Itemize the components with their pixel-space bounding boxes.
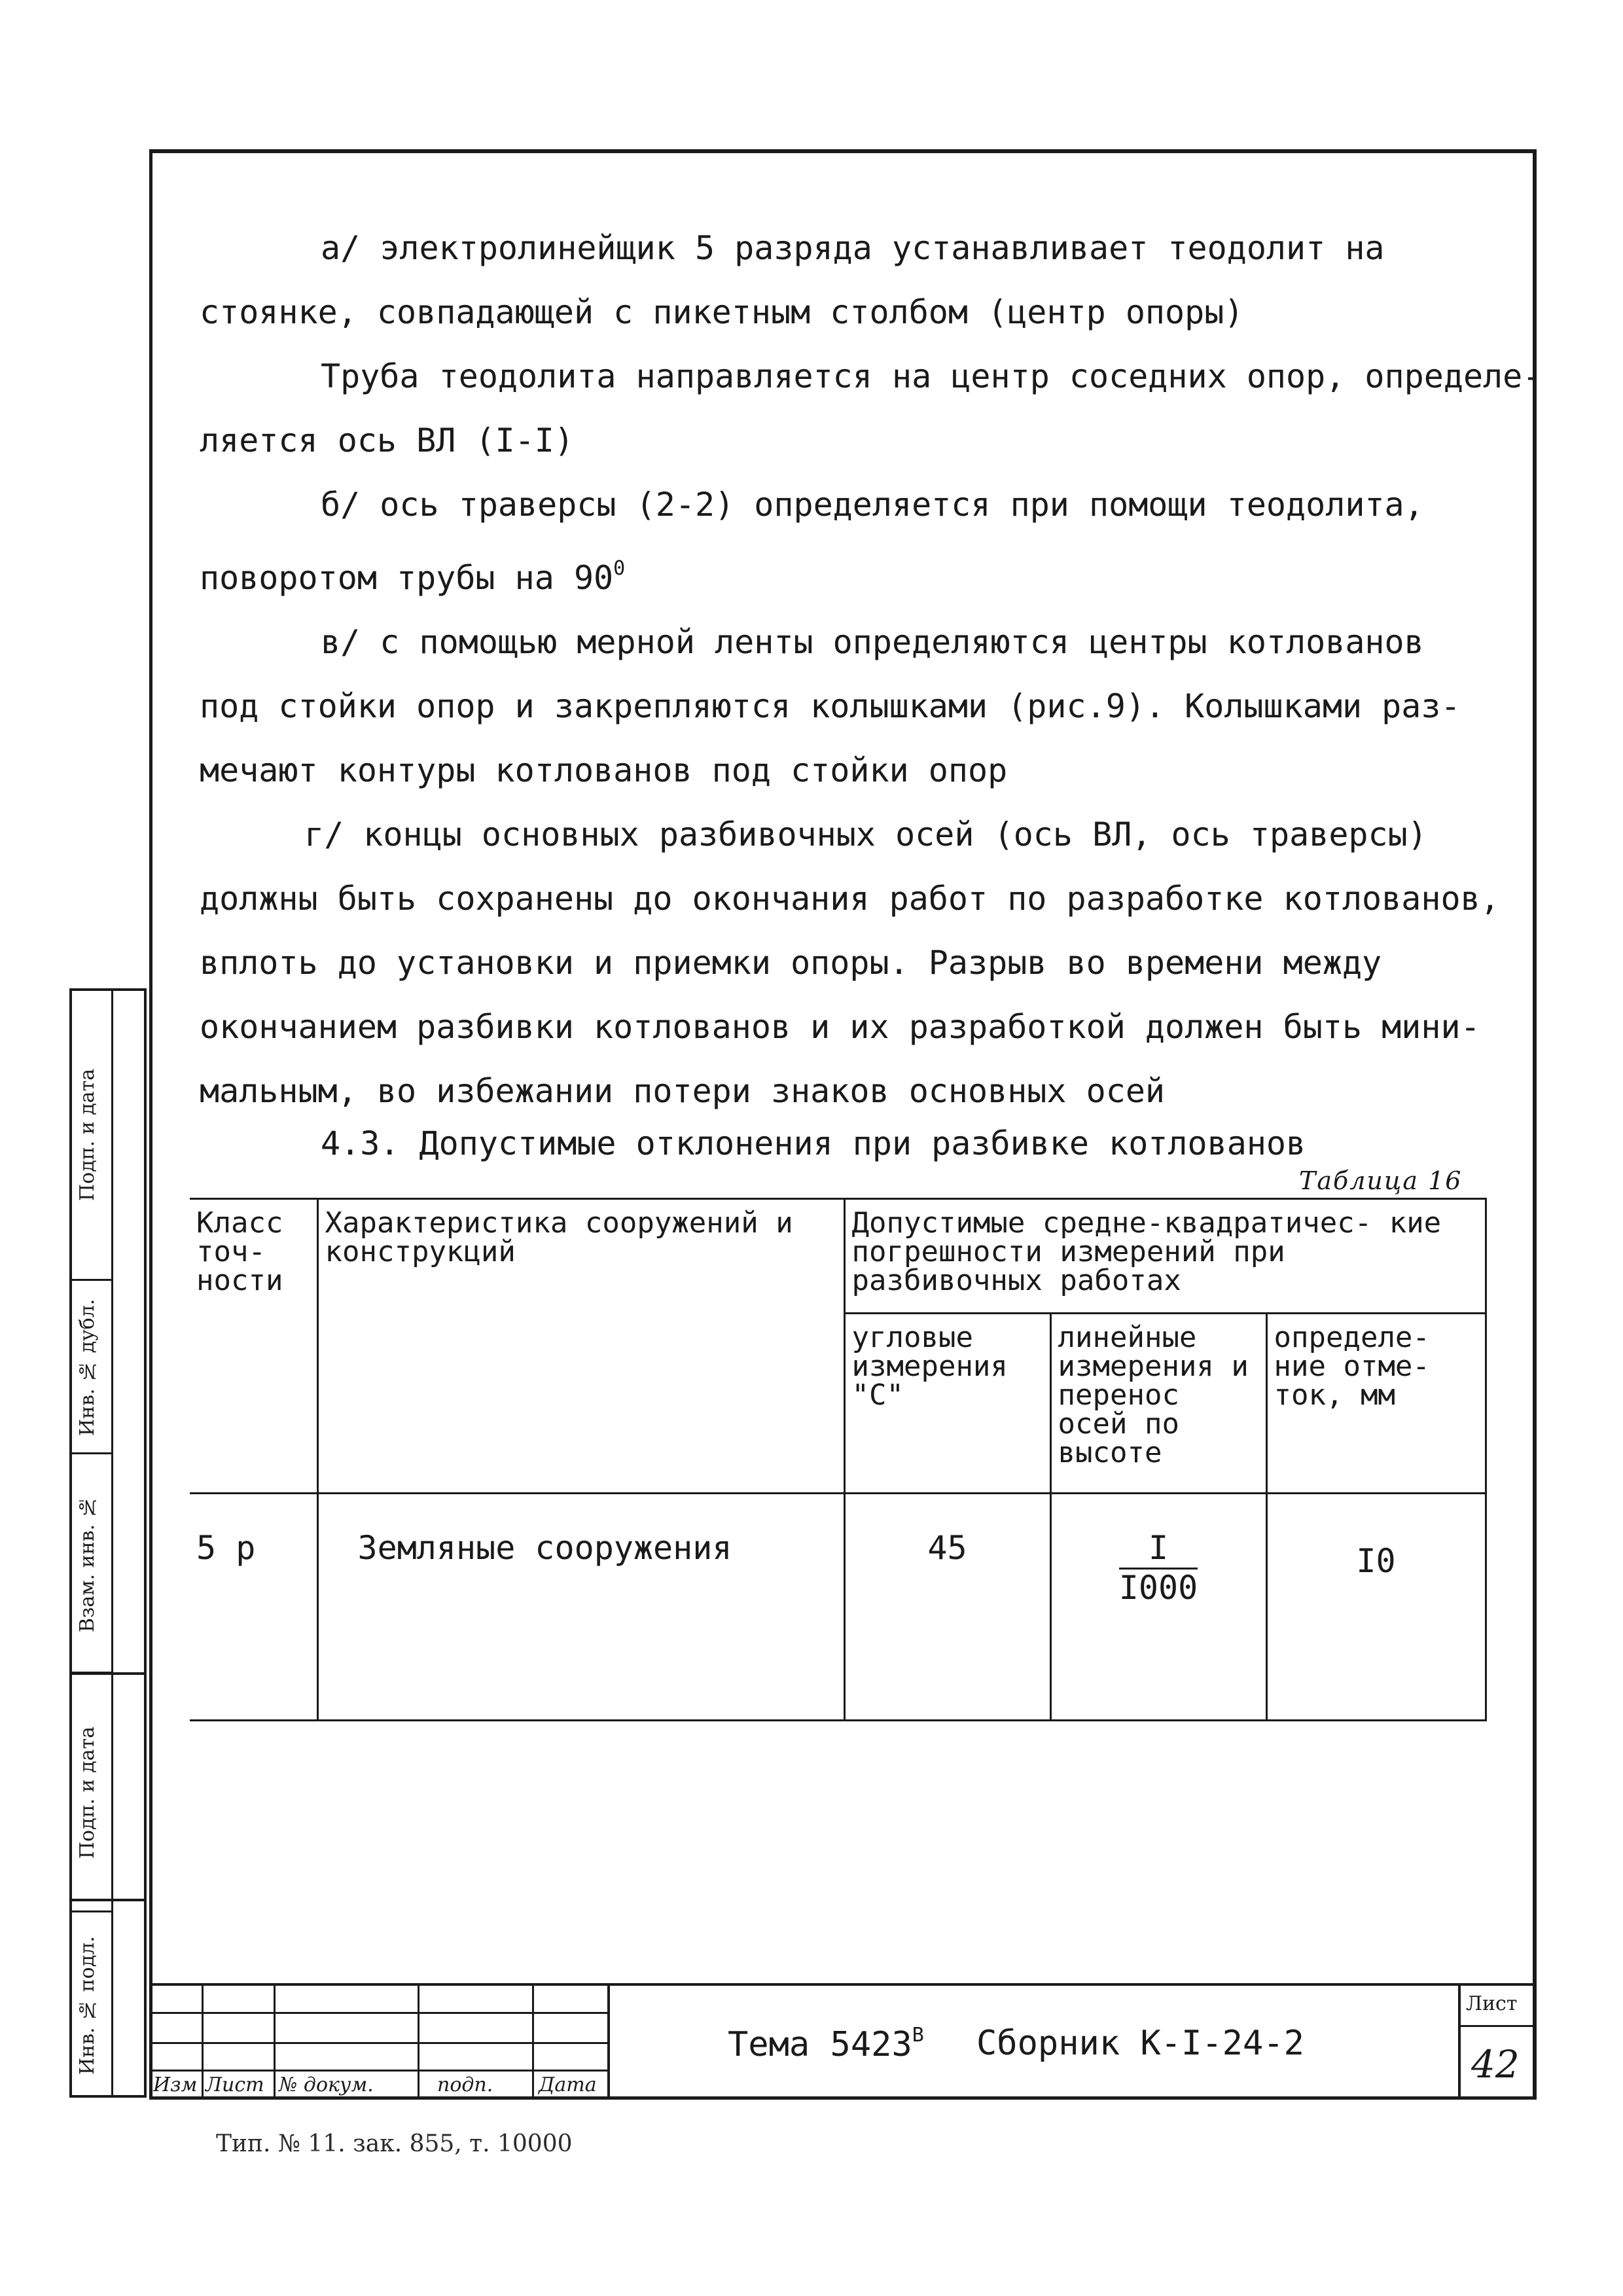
text-line-with-sup bbox=[200, 537, 1528, 610]
paragraph-tube bbox=[200, 344, 1543, 473]
paragraph-a bbox=[200, 216, 1528, 344]
section-title: 4.3. Допустимые отклонения при разбивке котлованов bbox=[321, 1124, 1306, 1162]
title-block bbox=[149, 1983, 1537, 2100]
text-line: поворотом трубы на 90 bbox=[200, 559, 614, 597]
tema-text: Тема 5423 bbox=[728, 2025, 912, 2064]
body-text bbox=[200, 216, 1543, 1123]
text-line: стоянке, совпадающей с пикетным столбом (центр опоры) bbox=[200, 293, 1244, 331]
text-line: под стойки опор и закрепляются колышками (рис.9). Колышками раз- bbox=[200, 687, 1461, 725]
table-header-row bbox=[190, 1199, 1486, 1314]
text-line: мечают контуры котлованов под стойки опор bbox=[200, 751, 1008, 789]
side-label-orig-inv: Инв. № подл. bbox=[76, 1936, 99, 2075]
paragraph-g bbox=[200, 802, 1528, 1123]
side-label-replace-inv: Взам. инв. № bbox=[76, 1495, 99, 1632]
tolerance-table bbox=[190, 1198, 1487, 1721]
header-group: Допустимые средне-квадратичес- кие погрешности измерений при разбивочных работах bbox=[844, 1199, 1486, 1314]
table-row bbox=[190, 1494, 1486, 1721]
cell-characteristic: Земляные сооружения bbox=[317, 1494, 844, 1721]
stamp-main bbox=[607, 1986, 1458, 2100]
text-line: а/ электролинейщик 5 разряда устанавливает теодолит на bbox=[321, 229, 1385, 267]
text-line: Труба теодолита направляется на центр соседних опор, определе- bbox=[321, 357, 1543, 395]
sheet-label: Лист bbox=[1466, 1992, 1518, 2015]
text-line: мальным, во избежании потери знаков основных осей bbox=[200, 1072, 1166, 1110]
degree-superscript: 0 bbox=[613, 557, 626, 580]
cell-class: 5 р bbox=[190, 1494, 317, 1721]
side-label-dup-inv: Инв. № дубл. bbox=[76, 1299, 99, 1436]
text-line: в/ с помощью мерной ленты определяются центры котлованов bbox=[321, 623, 1424, 661]
header-class: Класс точ- ности bbox=[190, 1199, 317, 1494]
side-labels-bottom bbox=[69, 1672, 147, 2098]
text-line: должны быть сохранены до окончания работ по разработке котлованов, bbox=[200, 880, 1500, 918]
fraction-denominator: I000 bbox=[1118, 1569, 1198, 1607]
stamp-tema bbox=[728, 2024, 924, 2064]
cell-angular: 45 bbox=[844, 1494, 1050, 1721]
revision-grid bbox=[149, 1986, 607, 2100]
side-label-sign-date: Подп. и дата bbox=[76, 1068, 99, 1202]
stamp-collection: Сборник К-I-24-2 bbox=[976, 2024, 1304, 2063]
text-line: вплоть до установки и приемки опоры. Разрыв во времени между bbox=[200, 944, 1382, 982]
paragraph-v bbox=[200, 610, 1528, 802]
text-line: г/ концы основных разбивочных осей (ось ВЛ, ось траверсы) bbox=[304, 816, 1427, 853]
stamp-sheet-box bbox=[1458, 1986, 1533, 2100]
sheet-number: 42 bbox=[1471, 2042, 1520, 2087]
text-line: б/ ось траверсы (2-2) определяется при помощи теодолита, bbox=[321, 486, 1424, 524]
fraction bbox=[1118, 1529, 1198, 1607]
header-linear: линейные измерения и перенос осей по высоте bbox=[1050, 1314, 1266, 1494]
table-number: Таблица 16 bbox=[1299, 1166, 1463, 1195]
text-line: окончанием разбивки котлованов и их разработкой должен быть мини- bbox=[200, 1008, 1480, 1046]
stamp-col-date: Дата bbox=[539, 2073, 597, 2096]
printing-note: Тип. № 11. зак. 855, т. 10000 bbox=[216, 2130, 573, 2157]
header-marks: определе- ние отме- ток, мм bbox=[1266, 1314, 1486, 1494]
stamp-col-change: Изм bbox=[153, 2073, 198, 2096]
cell-marks: I0 bbox=[1266, 1494, 1486, 1721]
header-angular: угловые измерения "С" bbox=[844, 1314, 1050, 1494]
fraction-numerator: I bbox=[1119, 1534, 1198, 1570]
tema-superscript: В bbox=[912, 2024, 924, 2047]
stamp-col-sheet: Лист bbox=[205, 2073, 264, 2096]
stamp-col-sign: подп. bbox=[437, 2073, 493, 2096]
stamp-col-doc: № докум. bbox=[279, 2073, 374, 2096]
paragraph-b bbox=[200, 473, 1528, 610]
text-line: ляется ось ВЛ (I-I) bbox=[200, 422, 574, 459]
cell-linear bbox=[1050, 1494, 1266, 1721]
side-label-sign-date-2: Подп. и дата bbox=[76, 1726, 99, 1859]
header-characteristic: Характеристика сооружений и конструкций bbox=[317, 1199, 844, 1494]
